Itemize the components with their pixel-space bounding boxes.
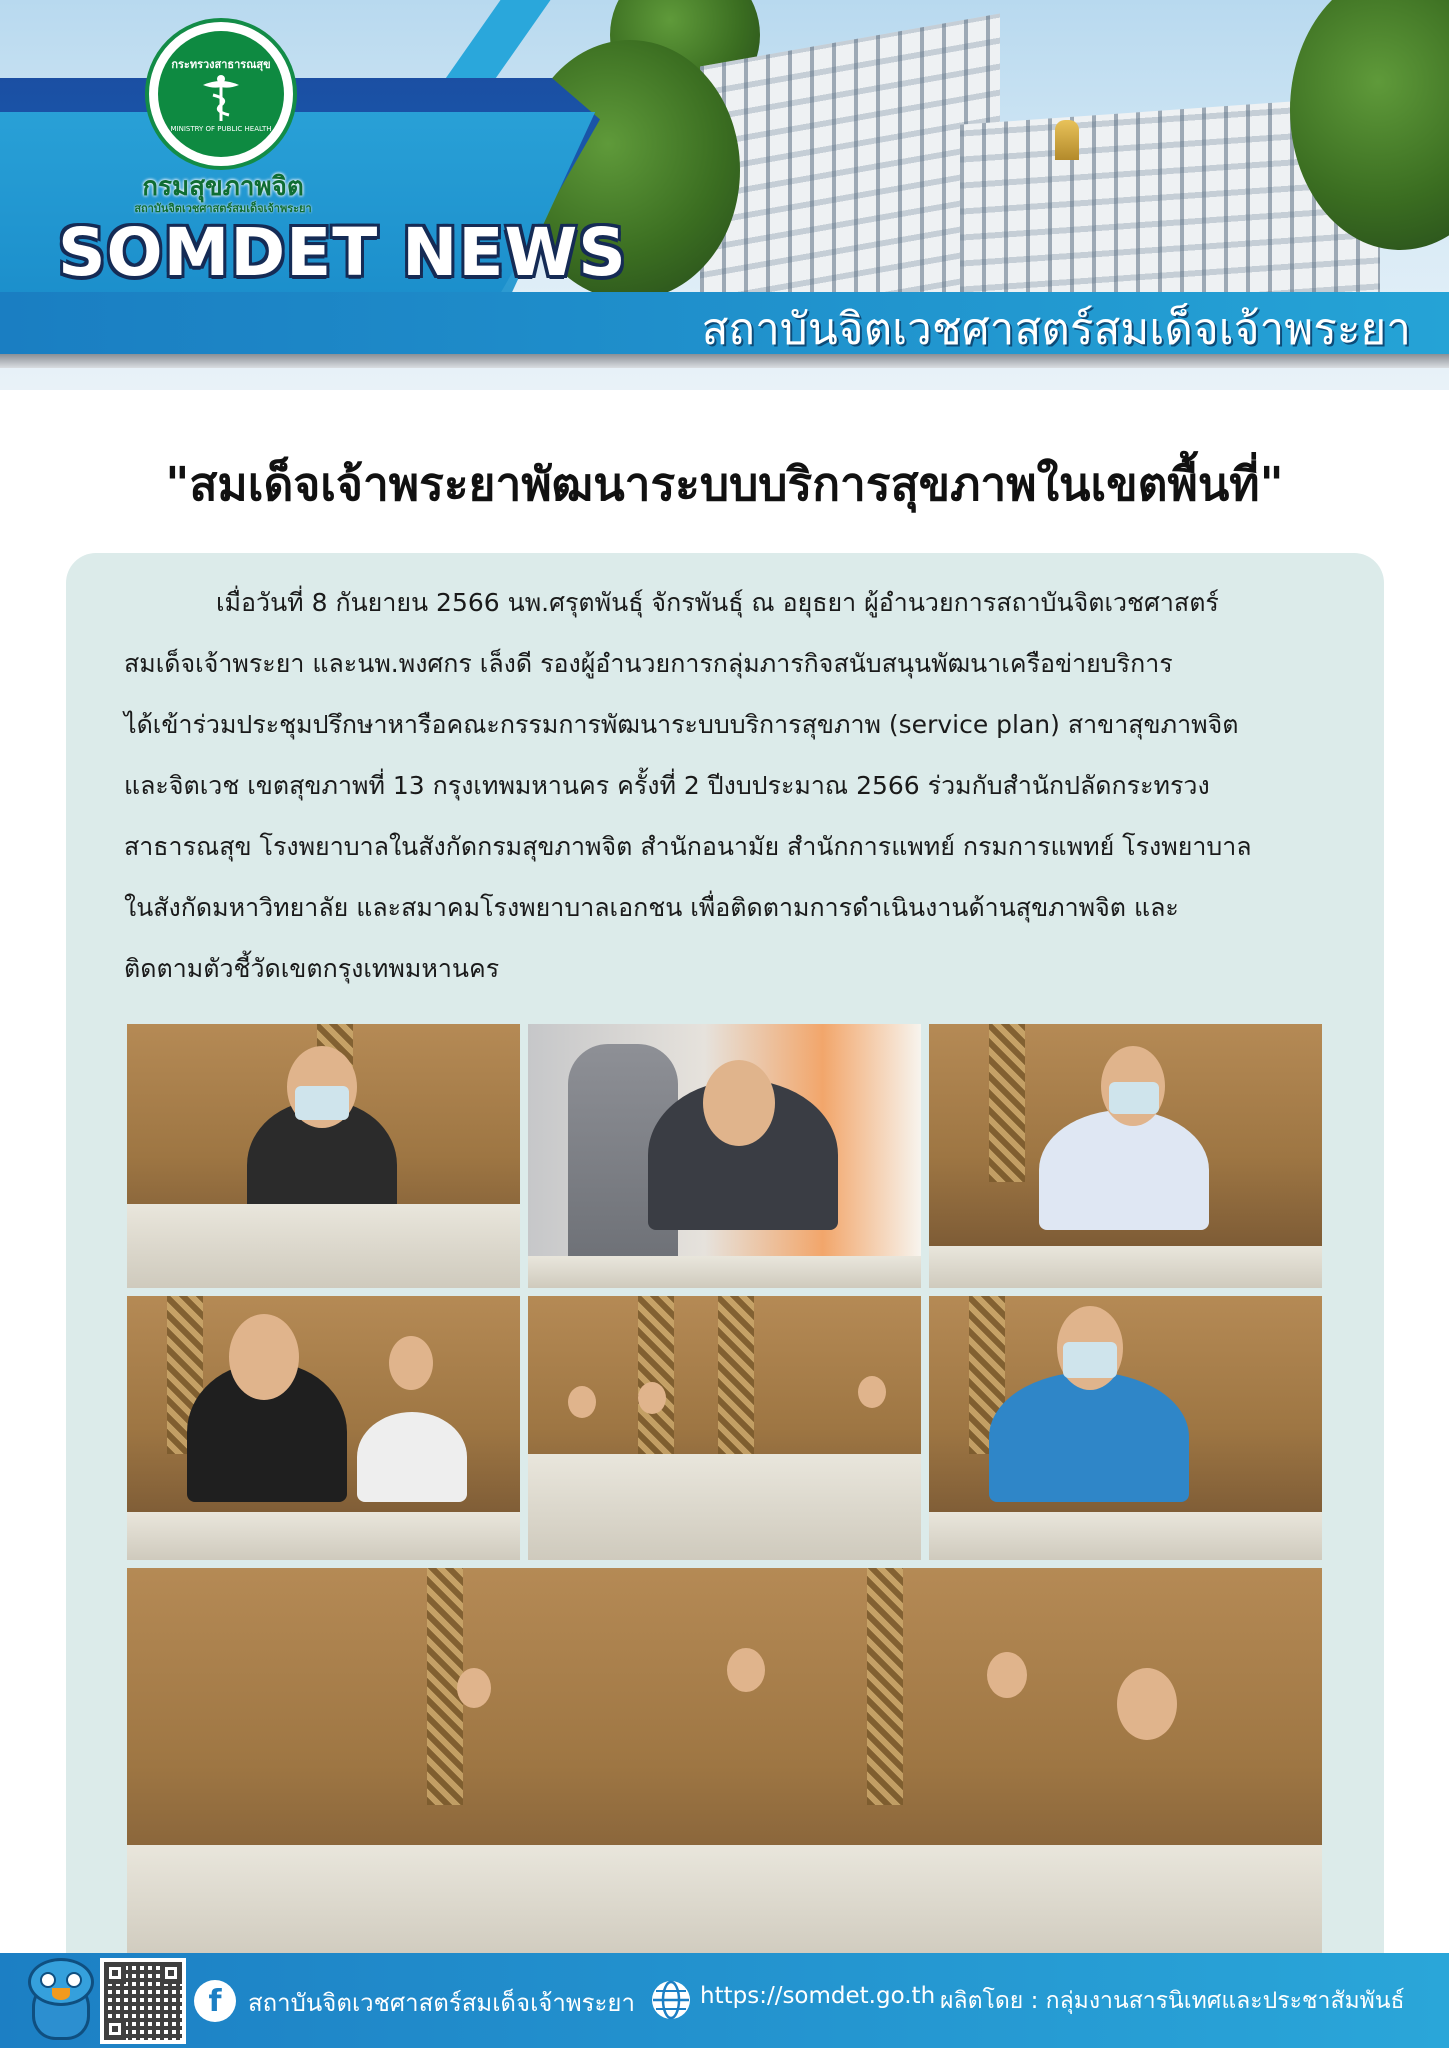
meeting-photo-wide (127, 1568, 1322, 1963)
qr-code[interactable] (100, 1958, 186, 2044)
facebook-icon[interactable] (194, 1980, 236, 2022)
ministry-logo (145, 18, 297, 170)
meeting-photo (528, 1024, 921, 1288)
caduceus-icon (199, 73, 243, 123)
meeting-photo (929, 1296, 1322, 1560)
article-line: ได้เข้าร่วมประชุมปรึกษาหารือคณะกรรมการพัฒนาระบบบริการสุขภาพ (service plan) สาขาสุขภาพจิต (124, 710, 1239, 739)
meeting-photo (127, 1024, 520, 1288)
article-line: สมเด็จเจ้าพระยา และนพ.พงศกร เล็งดี รองผู้อำนวยการกลุ่มภารกิจสนับสนุนพัฒนาเครือข่ายบริการ (124, 649, 1173, 678)
meeting-photo (528, 1296, 921, 1560)
article-line: เมื่อวันที่ 8 กันยายน 2566 นพ.ศรุตพันธุ์ จักรพันธุ์ ณ อยุธยา ผู้อำนวยการสถาบันจิตเวชศาสตร์ (216, 588, 1219, 617)
department-name: กรมสุขภาพจิต (142, 172, 304, 202)
meeting-photo (929, 1024, 1322, 1288)
producer-credit: ผลิตโดย : กลุ่มงานสารนิเทศและประชาสัมพันธ์ (940, 1988, 1405, 2014)
article-headline: "สมเด็จเจ้าพระยาพัฒนาระบบบริการสุขภาพในเขตพื้นที่" (165, 457, 1284, 511)
logo-bottom-text: MINISTRY OF PUBLIC HEALTH (170, 125, 272, 133)
article-line: และจิตเวช เขตสุขภาพที่ 13 กรุงเทพมหานคร ครั้งที่ 2 ปีงบประมาณ 2566 ร่วมกับสำนักปลัดกระทรวง (124, 771, 1210, 800)
facebook-page-link[interactable]: สถาบันจิตเวชศาสตร์สมเด็จเจ้าพระยา (248, 1989, 635, 2017)
website-link[interactable]: https://somdet.go.th (700, 1983, 936, 2009)
meeting-photo (127, 1296, 520, 1560)
mascot-icon (24, 1958, 98, 2044)
logo-ring-text: กระทรวงสาธารณสุข (171, 58, 271, 71)
ministry-seal (158, 31, 284, 157)
department-subtitle: สถาบันจิตเวชศาสตร์สมเด็จเจ้าพระยา (134, 202, 312, 215)
institute-name: สถาบันจิตเวชศาสตร์สมเด็จเจ้าพระยา (701, 304, 1411, 355)
masthead-title: SOMDET NEWS (58, 214, 627, 291)
article-body (124, 572, 1324, 999)
article-line: ติดตามตัวชี้วัดเขตกรุงเทพมหานคร (124, 954, 500, 983)
article-line: ในสังกัดมหาวิทยาลัย และสมาคมโรงพยาบาลเอกชน เพื่อติดตามการดำเนินงานด้านสุขภาพจิต และ (124, 893, 1179, 922)
article-line: สาธารณสุข โรงพยาบาลในสังกัดกรมสุขภาพจิต สำนักอนามัย สำนักการแพทย์ กรมการแพทย์ โรงพยาบาล (124, 832, 1252, 861)
facebook-glyph: f (208, 1983, 222, 2019)
globe-icon (650, 1979, 692, 2021)
building-spire (1055, 120, 1079, 160)
